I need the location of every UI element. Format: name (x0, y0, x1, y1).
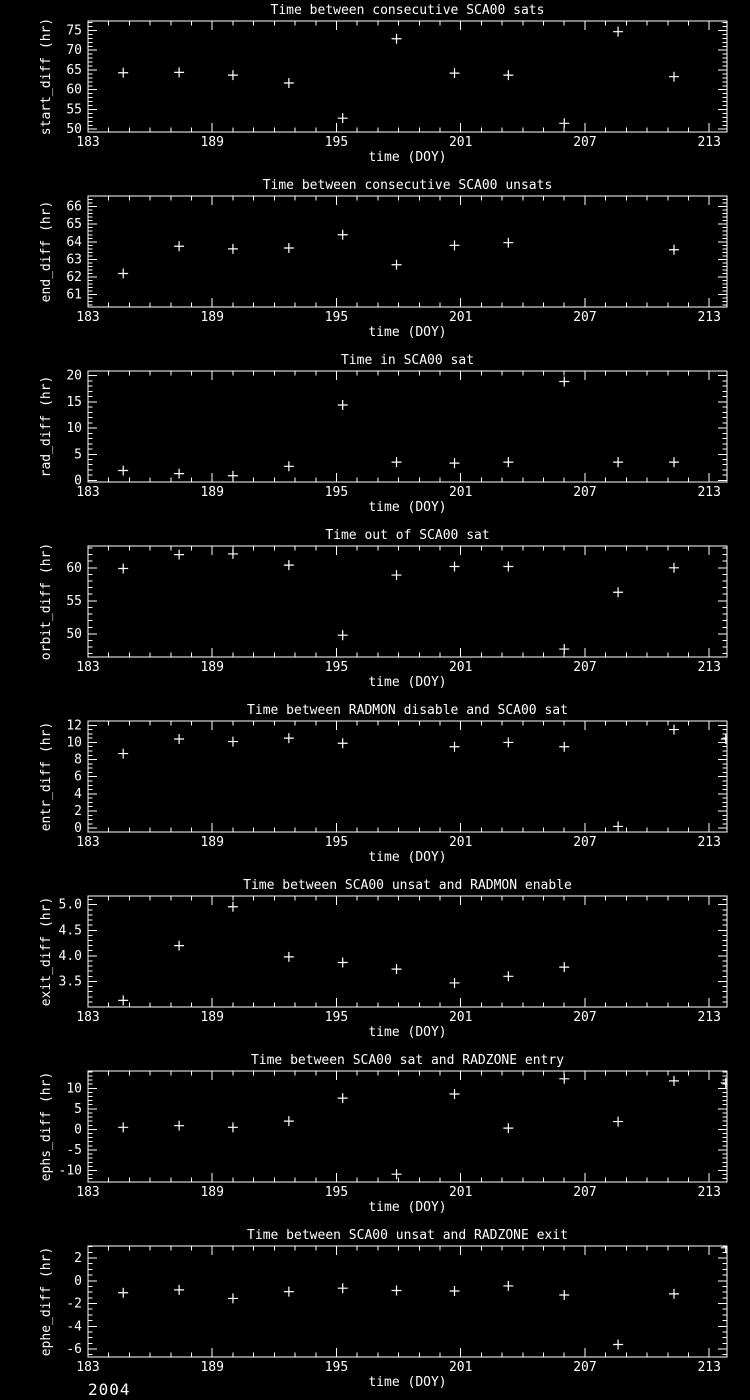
x-tick-label: 189 (200, 310, 224, 325)
x-tick-label: 201 (448, 1010, 473, 1025)
y-tick-label: 60 (66, 82, 82, 98)
y-axis-label: exit_diff (hr) (39, 896, 54, 1007)
data-point (669, 1289, 679, 1299)
plot-frame (88, 371, 727, 482)
x-tick-label: 207 (573, 835, 597, 850)
data-point (284, 78, 294, 88)
x-tick-label: 189 (200, 1360, 224, 1375)
data-points (118, 725, 731, 832)
data-point (338, 1283, 348, 1293)
data-point (174, 67, 184, 77)
y-tick-label: 10 (66, 1081, 82, 1097)
data-point (450, 978, 460, 988)
x-tick-label: 201 (448, 310, 473, 325)
data-point (450, 68, 460, 78)
x-axis-label: time (DOY) (368, 675, 447, 690)
y-tick-label: 5.0 (58, 897, 82, 913)
y-tick-label: 4.0 (58, 948, 82, 964)
data-point (174, 1121, 184, 1131)
data-point (559, 742, 569, 752)
x-tick-label: 195 (324, 485, 349, 500)
data-point (669, 563, 679, 573)
y-tick-label: 0 (74, 821, 82, 837)
data-point (118, 269, 128, 279)
x-tick-label: 183 (76, 660, 100, 675)
data-point (559, 376, 569, 386)
plot-frame (88, 196, 727, 307)
x-tick-label: 189 (200, 1185, 224, 1200)
data-point (118, 995, 128, 1005)
x-tick-label: 189 (200, 485, 224, 500)
x-tick-label: 183 (76, 1185, 100, 1200)
data-point (613, 821, 623, 831)
plot-6 (0, 875, 750, 1050)
y-tick-label: 55 (66, 102, 82, 118)
y-tick-label: 3.5 (58, 974, 82, 990)
y-tick-label: 65 (66, 217, 82, 233)
y-tick-label: 5 (74, 1101, 82, 1117)
x-tick-label: 195 (324, 1185, 349, 1200)
x-tick-label: 195 (324, 1010, 349, 1025)
data-point (338, 1093, 348, 1103)
plot-title: Time out of SCA00 sat (325, 528, 490, 543)
plot-4 (0, 525, 750, 700)
y-tick-label: 55 (66, 593, 82, 609)
x-tick-label: 183 (76, 1360, 100, 1375)
data-point (338, 630, 348, 640)
x-axis-label: time (DOY) (368, 850, 447, 865)
data-point (669, 725, 679, 735)
data-point (284, 952, 294, 962)
data-point (174, 941, 184, 951)
x-tick-label: 201 (448, 660, 473, 675)
data-point (613, 1117, 623, 1127)
data-point (284, 733, 294, 743)
x-tick-label: 207 (573, 1185, 597, 1200)
y-tick-label: 5 (74, 447, 82, 463)
x-tick-label: 207 (573, 485, 597, 500)
data-points (118, 1074, 731, 1179)
data-point (284, 560, 294, 570)
plot-frame (88, 546, 727, 657)
x-tick-label: 195 (324, 310, 349, 325)
y-tick-label: 0 (74, 1273, 82, 1289)
data-point (613, 27, 623, 37)
data-point (392, 964, 402, 974)
x-tick-label: 213 (697, 310, 721, 325)
y-tick-label: 70 (66, 43, 82, 59)
x-axis-label: time (DOY) (368, 150, 447, 165)
plot-title: Time between consecutive SCA00 sats (270, 3, 545, 18)
y-tick-label: 10 (66, 735, 82, 751)
data-point (118, 68, 128, 78)
x-tick-label: 183 (76, 1010, 100, 1025)
data-point (503, 238, 513, 248)
plot-frame (88, 896, 727, 1007)
data-point (450, 1089, 460, 1099)
data-point (669, 457, 679, 467)
y-tick-label: 12 (66, 718, 82, 734)
x-tick-label: 213 (697, 1010, 721, 1025)
data-point (669, 245, 679, 255)
y-axis-label: start_diff (hr) (39, 17, 54, 136)
x-tick-label: 195 (324, 135, 349, 150)
data-point (228, 737, 238, 747)
data-point (338, 113, 348, 123)
y-axis-label: orbit_diff (hr) (39, 542, 54, 661)
data-points (118, 376, 679, 480)
plot-frame (88, 21, 727, 132)
x-tick-label: 183 (76, 310, 100, 325)
x-tick-label: 213 (697, 835, 721, 850)
x-tick-label: 183 (76, 485, 100, 500)
data-point (450, 458, 460, 468)
data-point (503, 1281, 513, 1291)
data-point (503, 70, 513, 80)
plot-title: Time between SCA00 unsat and RADMON enable (243, 878, 572, 893)
y-tick-label: 20 (66, 368, 82, 384)
axis-ticks (88, 196, 727, 307)
data-points (118, 27, 679, 129)
x-tick-label: 189 (200, 135, 224, 150)
y-tick-label: -5 (66, 1142, 82, 1158)
y-tick-label: 65 (66, 62, 82, 78)
data-point (228, 70, 238, 80)
y-tick-label: 61 (66, 287, 82, 303)
data-points (118, 549, 679, 654)
y-tick-label: 60 (66, 560, 82, 576)
plot-1 (0, 0, 750, 175)
x-axis-label: time (DOY) (368, 1025, 447, 1040)
data-point (613, 587, 623, 597)
data-points (118, 1243, 731, 1350)
x-tick-label: 207 (573, 660, 597, 675)
data-point (613, 1339, 623, 1349)
y-tick-label: 2 (74, 804, 82, 819)
x-tick-label: 213 (697, 485, 721, 500)
data-point (228, 902, 238, 912)
data-point (392, 34, 402, 44)
plot-frame (88, 1071, 727, 1182)
data-points (118, 902, 569, 1006)
data-point (450, 1286, 460, 1296)
data-point (118, 1122, 128, 1132)
data-point (284, 1116, 294, 1126)
x-tick-label: 195 (324, 1360, 349, 1375)
data-point (228, 1122, 238, 1132)
plot-3 (0, 350, 750, 525)
x-tick-label: 201 (448, 135, 473, 150)
plot-8 (0, 1225, 750, 1400)
y-tick-label: 4.5 (58, 923, 82, 939)
data-point (503, 457, 513, 467)
data-point (503, 737, 513, 747)
x-tick-label: 207 (573, 1010, 597, 1025)
data-point (174, 734, 184, 744)
axis-ticks (88, 721, 727, 832)
data-point (559, 644, 569, 654)
y-tick-label: -6 (66, 1342, 82, 1358)
y-tick-label: 0 (74, 1122, 82, 1138)
data-point (669, 1076, 679, 1086)
data-point (559, 962, 569, 972)
data-point (174, 550, 184, 560)
data-point (338, 230, 348, 240)
plot-5 (0, 700, 750, 875)
data-point (392, 260, 402, 270)
plot-title: Time between SCA00 unsat and RADZONE exit (247, 1228, 568, 1243)
x-tick-label: 189 (200, 835, 224, 850)
x-tick-label: 207 (573, 310, 597, 325)
data-point (228, 1293, 238, 1303)
data-point (503, 971, 513, 981)
y-tick-label: 8 (74, 752, 82, 768)
y-tick-label: 64 (66, 234, 82, 250)
x-tick-label: 201 (448, 1185, 473, 1200)
plot-title: Time between RADMON disable and SCA00 sat (247, 703, 568, 718)
y-axis-label: rad_diff (hr) (39, 375, 54, 478)
x-tick-label: 183 (76, 135, 100, 150)
x-tick-label: 207 (573, 135, 597, 150)
data-point (118, 465, 128, 475)
data-point (450, 742, 460, 752)
x-tick-label: 201 (448, 1360, 473, 1375)
y-tick-label: 10 (66, 421, 82, 437)
axis-ticks (88, 896, 727, 1007)
y-tick-label: 2 (74, 1251, 82, 1267)
x-axis-label: time (DOY) (368, 500, 447, 515)
y-tick-label: -4 (66, 1319, 82, 1335)
data-point (392, 1285, 402, 1295)
y-tick-label: 50 (66, 626, 82, 642)
y-tick-label: 63 (66, 252, 82, 268)
data-point (721, 1078, 731, 1088)
y-axis-label: ephe_diff (hr) (39, 1246, 54, 1357)
y-axis-label: end_diff (hr) (39, 200, 54, 303)
data-point (174, 469, 184, 479)
y-axis-label: entr_diff (hr) (39, 721, 54, 832)
y-tick-label: -10 (58, 1163, 82, 1179)
x-tick-label: 213 (697, 1185, 721, 1200)
axis-ticks (88, 21, 727, 132)
plot-title: Time in SCA00 sat (340, 353, 475, 368)
y-tick-label: 50 (66, 122, 82, 138)
y-tick-label: 15 (66, 394, 82, 410)
x-axis-label: time (DOY) (368, 1375, 447, 1390)
data-point (559, 1074, 569, 1084)
data-point (118, 749, 128, 759)
axis-ticks (88, 1071, 727, 1182)
data-point (392, 457, 402, 467)
data-point (284, 461, 294, 471)
x-tick-label: 213 (697, 135, 721, 150)
plot-title: Time between consecutive SCA00 unsats (262, 178, 553, 193)
data-point (118, 563, 128, 573)
data-point (503, 1123, 513, 1133)
axis-ticks (88, 546, 727, 657)
data-point (174, 241, 184, 251)
x-tick-label: 189 (200, 660, 224, 675)
data-point (228, 549, 238, 559)
x-axis-label: time (DOY) (368, 1200, 447, 1215)
x-tick-label: 201 (448, 835, 473, 850)
data-point (338, 957, 348, 967)
y-tick-label: 66 (66, 199, 82, 215)
data-point (228, 244, 238, 254)
y-axis-label: ephs_diff (hr) (39, 1071, 54, 1182)
data-point (450, 561, 460, 571)
data-point (284, 1287, 294, 1297)
data-point (228, 471, 238, 481)
y-tick-label: 0 (74, 473, 82, 489)
data-point (338, 400, 348, 410)
axis-ticks (88, 371, 727, 482)
year-label: 2004 (88, 1380, 131, 1399)
x-tick-label: 213 (697, 660, 721, 675)
data-points (118, 230, 679, 279)
data-point (338, 738, 348, 748)
data-point (392, 570, 402, 580)
data-point (503, 561, 513, 571)
x-tick-label: 189 (200, 1010, 224, 1025)
x-tick-label: 207 (573, 1360, 597, 1375)
data-point (559, 1290, 569, 1300)
x-tick-label: 213 (697, 1360, 721, 1375)
x-tick-label: 201 (448, 485, 473, 500)
plot-title: Time between SCA00 sat and RADZONE entry (250, 1053, 565, 1068)
y-tick-label: 62 (66, 270, 82, 286)
data-point (450, 240, 460, 250)
plot-2 (0, 175, 750, 350)
x-tick-label: 183 (76, 835, 100, 850)
data-point (559, 118, 569, 128)
data-point (613, 457, 623, 467)
y-tick-label: -2 (66, 1296, 82, 1312)
x-tick-label: 195 (324, 835, 349, 850)
plot-7 (0, 1050, 750, 1225)
y-tick-label: 75 (66, 23, 82, 39)
data-point (721, 1243, 731, 1253)
data-point (392, 1169, 402, 1179)
axis-ticks (88, 1246, 727, 1357)
data-point (174, 1285, 184, 1295)
x-axis-label: time (DOY) (368, 325, 447, 340)
y-tick-label: 4 (74, 786, 82, 802)
data-point (669, 72, 679, 82)
plot-frame (88, 1246, 727, 1357)
data-point (284, 243, 294, 253)
x-tick-label: 195 (324, 660, 349, 675)
y-tick-label: 6 (74, 769, 82, 785)
data-point (118, 1288, 128, 1298)
plot-frame (88, 721, 727, 832)
